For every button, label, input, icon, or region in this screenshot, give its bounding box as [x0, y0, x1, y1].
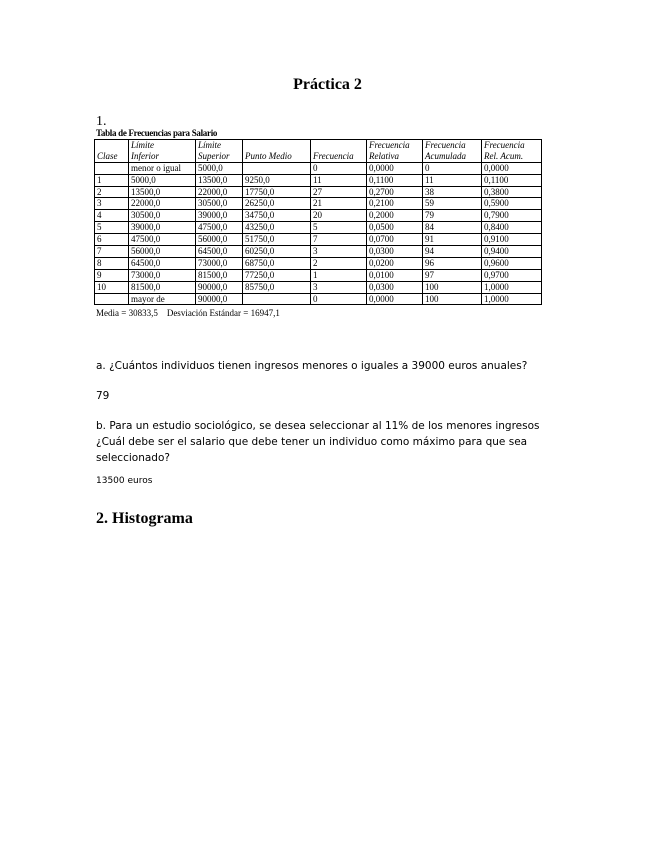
table-header-row — [95, 140, 542, 151]
table-cell: Frecuencia — [311, 151, 367, 162]
table-cell: 73000,0 — [196, 257, 243, 269]
table-cell: 20 — [311, 210, 367, 222]
table-row — [95, 257, 542, 269]
table-row — [95, 293, 542, 305]
table-cell: 51750,0 — [243, 234, 311, 246]
table-cell: 9250,0 — [243, 174, 311, 186]
section-number: 1. — [96, 114, 107, 129]
table-cell: 7 — [311, 234, 367, 246]
table-cell: 5 — [311, 222, 367, 234]
table-cell: mayor de — [129, 293, 196, 305]
table-cell — [95, 140, 129, 151]
table-row — [95, 269, 542, 281]
table-cell: 81500,0 — [196, 269, 243, 281]
table-cell: Superior — [196, 151, 243, 162]
table-cell: 9 — [95, 269, 129, 281]
table-cell: 2 — [95, 186, 129, 198]
table-cell — [243, 140, 311, 151]
table-cell: 13500,0 — [196, 174, 243, 186]
table-cell: 0,0000 — [482, 162, 542, 174]
table-cell: 0,2000 — [367, 210, 423, 222]
table-cell: 0,5900 — [482, 198, 542, 210]
table-cell — [311, 140, 367, 151]
table-cell: 39000,0 — [129, 222, 196, 234]
table-cell: Punto Medio — [243, 151, 311, 162]
question-a: a. ¿Cuántos individuos tienen ingresos menores o iguales a 39000 euros anuales? — [96, 360, 528, 372]
table-cell: 3 — [95, 198, 129, 210]
table-cell: 56000,0 — [129, 246, 196, 258]
table-cell: 6 — [95, 234, 129, 246]
table-cell: 77250,0 — [243, 269, 311, 281]
table-cell: Frecuencia — [367, 140, 423, 151]
table-cell: 17750,0 — [243, 186, 311, 198]
table-cell: 3 — [311, 281, 367, 293]
question-b: b. Para un estudio sociológico, se desea seleccionar al 11% de los menores ingresos ¿Cuál debe ser el salario que debe tener un individuo como máximo para que sea seleccionado? — [96, 420, 540, 464]
table-cell: 91 — [423, 234, 482, 246]
table-cell: 0,0300 — [367, 281, 423, 293]
table-cell: 64500,0 — [196, 246, 243, 258]
table-cell: 22000,0 — [196, 186, 243, 198]
table-cell: 0,7900 — [482, 210, 542, 222]
table-cell: menor o igual — [129, 162, 196, 174]
table-cell: 100 — [423, 293, 482, 305]
table-cell: Inferior — [129, 151, 196, 162]
table-row — [95, 162, 542, 174]
table-row — [95, 222, 542, 234]
table-cell: 0,0000 — [367, 293, 423, 305]
table-cell: 4 — [95, 210, 129, 222]
table-title: Tabla de Frecuencias para Salario — [96, 128, 218, 138]
table-cell: 13500,0 — [129, 186, 196, 198]
table-cell: Límite — [196, 140, 243, 151]
table-cell: 11 — [423, 174, 482, 186]
answer-b: 13500 euros — [96, 476, 153, 486]
table-cell: Clase — [95, 151, 129, 162]
table-cell: 3 — [311, 246, 367, 258]
table-cell: 0 — [423, 162, 482, 174]
table-cell: 81500,0 — [129, 281, 196, 293]
table-cell: Rel. Acum. — [482, 151, 542, 162]
table-cell: 0,1100 — [482, 174, 542, 186]
table-cell: 73000,0 — [129, 269, 196, 281]
table-cell: 97 — [423, 269, 482, 281]
table-cell: 22000,0 — [129, 198, 196, 210]
table-cell: 47500,0 — [196, 222, 243, 234]
table-cell: 0,0700 — [367, 234, 423, 246]
table-cell — [243, 293, 311, 305]
frequency-table — [94, 139, 542, 305]
table-cell: 26250,0 — [243, 198, 311, 210]
table-cell: 1 — [311, 269, 367, 281]
table-cell: 43250,0 — [243, 222, 311, 234]
table-cell: 5000,0 — [196, 162, 243, 174]
table-row — [95, 198, 542, 210]
table-cell: 10 — [95, 281, 129, 293]
section-heading-histogram: 2. Histograma — [96, 510, 193, 527]
table-cell: 90000,0 — [196, 293, 243, 305]
table-cell: 0,0100 — [367, 269, 423, 281]
table-cell: 30500,0 — [129, 210, 196, 222]
table-cell: 0,9100 — [482, 234, 542, 246]
page-title: Práctica 2 — [293, 76, 362, 93]
table-cell: 5000,0 — [129, 174, 196, 186]
table-cell: 1,0000 — [482, 293, 542, 305]
table-cell: 96 — [423, 257, 482, 269]
table-cell: 34750,0 — [243, 210, 311, 222]
table-cell: Acumulada — [423, 151, 482, 162]
table-cell: 0,8400 — [482, 222, 542, 234]
table-cell: 0,0200 — [367, 257, 423, 269]
table-cell: 85750,0 — [243, 281, 311, 293]
table-cell: 11 — [311, 174, 367, 186]
table-cell: 30500,0 — [196, 198, 243, 210]
table-cell: 0,9600 — [482, 257, 542, 269]
table-cell: 0,9700 — [482, 269, 542, 281]
table-cell: 0,2700 — [367, 186, 423, 198]
table-cell: Frecuencia — [482, 140, 542, 151]
table-cell: 7 — [95, 246, 129, 258]
table-cell: 79 — [423, 210, 482, 222]
summary-statistics: Media = 30833,5 Desviación Estándar = 16947,1 — [96, 308, 280, 318]
table-cell: 0,9400 — [482, 246, 542, 258]
table-cell: 94 — [423, 246, 482, 258]
table-cell: 100 — [423, 281, 482, 293]
table-row — [95, 246, 542, 258]
table-cell: Frecuencia — [423, 140, 482, 151]
table-cell: 56000,0 — [196, 234, 243, 246]
table-row — [95, 234, 542, 246]
table-cell: 59 — [423, 198, 482, 210]
table-cell: 1,0000 — [482, 281, 542, 293]
table-cell: 0 — [311, 162, 367, 174]
table-cell: 47500,0 — [129, 234, 196, 246]
table-cell: 1 — [95, 174, 129, 186]
table-cell: 90000,0 — [196, 281, 243, 293]
table-header-row — [95, 151, 542, 162]
table-cell: 0,2100 — [367, 198, 423, 210]
table-cell — [243, 162, 311, 174]
table-cell: 5 — [95, 222, 129, 234]
table-row — [95, 281, 542, 293]
table-cell: 38 — [423, 186, 482, 198]
table-cell: 64500,0 — [129, 257, 196, 269]
table-cell: 21 — [311, 198, 367, 210]
table-cell — [95, 162, 129, 174]
table-cell: 0,1100 — [367, 174, 423, 186]
table-cell: 39000,0 — [196, 210, 243, 222]
table-cell — [95, 293, 129, 305]
table-row — [95, 186, 542, 198]
table-row — [95, 210, 542, 222]
table-cell: 2 — [311, 257, 367, 269]
table-cell: 0 — [311, 293, 367, 305]
table-cell: 0,3800 — [482, 186, 542, 198]
table-cell: 60250,0 — [243, 246, 311, 258]
table-cell: Relativa — [367, 151, 423, 162]
table-cell: 84 — [423, 222, 482, 234]
table-cell: Límite — [129, 140, 196, 151]
table-cell: 0,0500 — [367, 222, 423, 234]
table-cell: 8 — [95, 257, 129, 269]
answer-a: 79 — [96, 390, 110, 402]
table-cell: 27 — [311, 186, 367, 198]
table-row — [95, 174, 542, 186]
table-cell: 68750,0 — [243, 257, 311, 269]
table-cell: 0,0300 — [367, 246, 423, 258]
table-cell: 0,0000 — [367, 162, 423, 174]
